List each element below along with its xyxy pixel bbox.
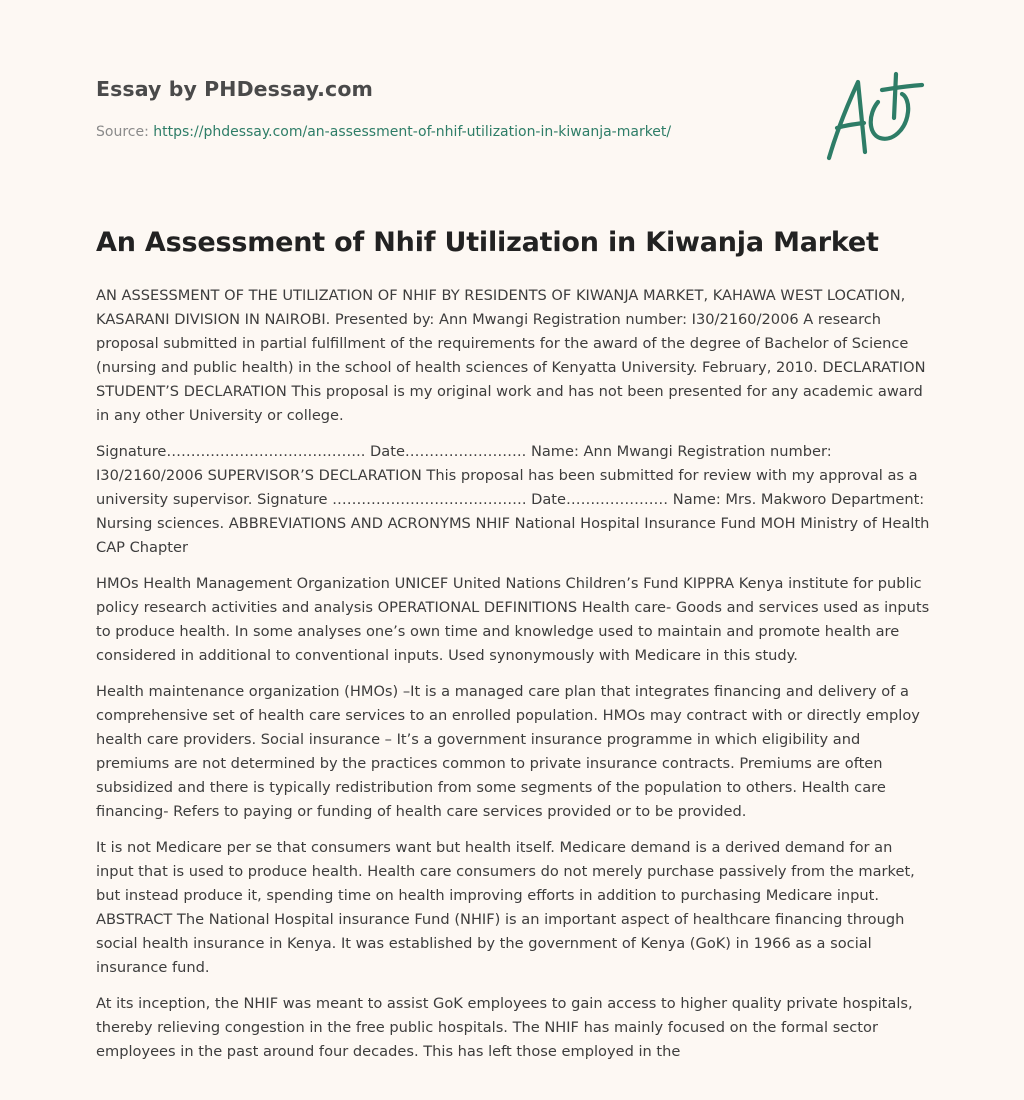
brand-name: Essay by PHDessay.com: [96, 77, 373, 101]
source-line: [96, 124, 671, 140]
essay-paragraph: HMOs Health Management Organization UNICEF United Nations Children’s Fund KIPPRA Kenya institute for public policy research activities and analysis OPERATIONAL DEFINITIONS Health care- Goods and services used as inputs to produce health. In some analyses one’s own time and knowledge used to maintain and promote health are considered in additional to conventional inputs. Used synonymously with Medicare in this study.: [96, 575, 930, 664]
essay-paragraph: Health maintenance organization (HMOs) –It is a managed care plan that integrates financing and delivery of a comprehensive set of health care services to an enrolled population. HMOs may contract with or directly employ health care providers. Social insurance – It’s a government insurance programme in which eligibility and premiums are not determined by the practices common to private insurance contracts. Premiums are often subsidized and there is typically redistribution from some segments of the population to others. Health care financing- Refers to paying or funding of health care services provided or to be provided.: [96, 683, 920, 820]
essay-paragraph: Signature………………………………….. Date……………………. Name: Ann Mwangi Registration number: I30/2160/2006 SUPERVISOR’S DECLARATION This proposal has been submitted for review with my approval as a university supervisor. Signature …………………………………. Date………………… Name: Mrs. Makworo Department: Nursing sciences. ABBREVIATIONS AND ACRONYMS NHIF National Hospital Insurance Fund MOH Ministry of Health CAP Chapter: [96, 443, 930, 556]
source-link[interactable]: https://phdessay.com/an-assessment-of-nhif-utilization-in-kiwanja-market/: [153, 124, 672, 140]
essay-title: An Assessment of Nhif Utilization in Kiwanja Market: [96, 227, 879, 258]
essay-paragraph: At its inception, the NHIF was meant to assist GoK employees to gain access to higher quality private hospitals, thereby relieving congestion in the free public hospitals. The NHIF has mainly focused on the formal sector employees in the past around four decades. This has left those employed in the: [96, 995, 913, 1060]
essay-paragraph: AN ASSESSMENT OF THE UTILIZATION OF NHIF BY RESIDENTS OF KIWANJA MARKET, KAHAWA WEST LOCATION, KASARANI DIVISION IN NAIROBI. Presented by: Ann Mwangi Registration number: I30/2160/2006 A research proposal submitted in partial fulfillment of the requirements for the award of the degree of Bachelor of Science (nursing and public health) in the school of health sciences of Kenyatta University. February, 2010. DECLARATION STUDENT’S DECLARATION This proposal is my original work and has not been presented for any academic award in any other University or college.: [96, 287, 926, 424]
a-plus-logo-icon: [822, 68, 930, 168]
essay-paragraph: It is not Medicare per se that consumers want but health itself. Medicare demand is a derived demand for an input that is used to produce health. Health care consumers do not merely purchase passively from the market, but instead produce it, spending time on health improving efforts in addition to purchasing Medicare input. ABSTRACT The National Hospital insurance Fund (NHIF) is an important aspect of healthcare financing through social health insurance in Kenya. It was established by the government of Kenya (GoK) in 1966 as a social insurance fund.: [96, 839, 915, 976]
source-label: Source:: [96, 124, 154, 140]
essay-body: [96, 284, 932, 1076]
